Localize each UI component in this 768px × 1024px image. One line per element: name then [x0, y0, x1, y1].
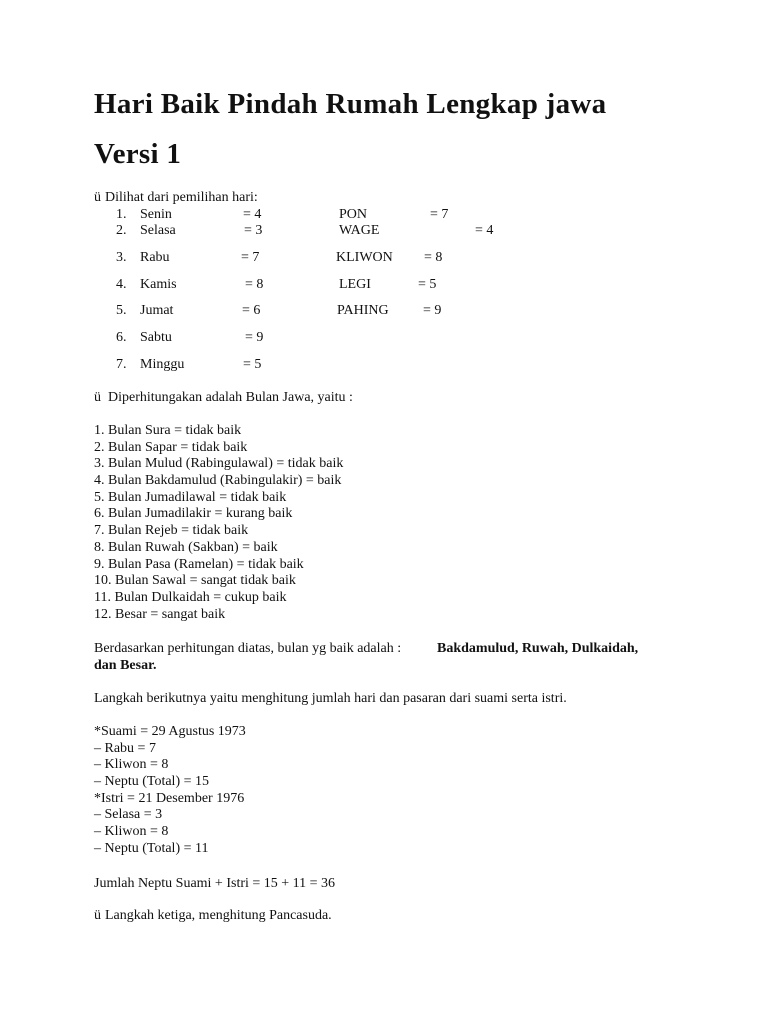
- day-name: Sabtu: [140, 330, 172, 345]
- step3-text: Langkah ketiga, menghitung Pancasuda.: [105, 908, 332, 923]
- list-item: *Suami = 29 Agustus 1973: [94, 724, 246, 739]
- list-item: – Neptu (Total) = 11: [94, 840, 209, 856]
- bullet-check-icon: ü: [94, 908, 101, 923]
- neptu-calculation: [94, 724, 246, 858]
- day-value: = 5: [243, 357, 262, 372]
- list-item: *Istri = 21 Desember 1976: [94, 790, 245, 806]
- list-item: 8. Bulan Ruwah (Sakban) = baik: [94, 539, 278, 555]
- list-item: 9. Bulan Pasa (Ramelan) = tidak baik: [94, 556, 304, 572]
- document-title: Hari Baik Pindah Rumah Lengkap jawa: [94, 88, 607, 120]
- day-name: Jumat: [140, 303, 174, 318]
- month-list: [94, 423, 343, 623]
- pasaran-name: WAGE: [339, 223, 380, 238]
- day-value: = 7: [241, 250, 260, 265]
- day-value: = 4: [243, 207, 262, 222]
- row-number: 4.: [116, 277, 127, 292]
- conclusion-highlight-cont: dan Besar.: [94, 658, 157, 673]
- list-item: 11. Bulan Dulkaidah = cukup baik: [94, 589, 287, 605]
- section-hari-intro: Dilihat dari pemilihan hari:: [105, 190, 258, 205]
- pasaran-value: = 9: [423, 303, 442, 318]
- day-value: = 8: [245, 277, 264, 292]
- list-item: 4. Bulan Bakdamulud (Rabingulakir) = baik: [94, 473, 342, 489]
- row-number: 1.: [116, 207, 127, 222]
- row-number: 3.: [116, 250, 127, 265]
- pasaran-value: = 7: [430, 207, 449, 222]
- list-item: 10. Bulan Sawal = sangat tidak baik: [94, 573, 296, 589]
- list-item: 5. Bulan Jumadilawal = tidak baik: [94, 489, 287, 505]
- pasaran-value: = 8: [424, 250, 443, 265]
- row-number: 6.: [116, 330, 127, 345]
- day-name: Rabu: [140, 250, 170, 265]
- list-item: 2. Bulan Sapar = tidak baik: [94, 439, 248, 455]
- list-item: 3. Bulan Mulud (Rabingulawal) = tidak baik: [94, 456, 344, 472]
- pasaran-name: PAHING: [337, 303, 389, 318]
- pasaran-value: = 5: [418, 277, 437, 292]
- neptu-total: Jumlah Neptu Suami + Istri = 15 + 11 = 36: [94, 876, 336, 891]
- bullet-check-icon: ü: [94, 190, 101, 205]
- pasaran-name: LEGI: [339, 277, 371, 292]
- row-number: 7.: [116, 357, 127, 372]
- conclusion-text: Berdasarkan perhitungan diatas, bulan yg baik adalah :: [94, 641, 402, 656]
- row-number: 2.: [116, 223, 127, 238]
- list-item: – Selasa = 3: [94, 807, 163, 823]
- row-number: 5.: [116, 303, 127, 318]
- pasaran-name: KLIWON: [336, 250, 393, 265]
- list-item: 7. Bulan Rejeb = tidak baik: [94, 523, 249, 539]
- list-item: – Neptu (Total) = 15: [94, 774, 210, 790]
- day-name: Kamis: [140, 277, 177, 292]
- conclusion-highlight: Bakdamulud, Ruwah, Dulkaidah,: [437, 641, 639, 656]
- day-value: = 6: [242, 303, 261, 318]
- pasaran-value: = 4: [475, 223, 494, 238]
- section-bulan-intro: Diperhitungakan adalah Bulan Jawa, yaitu :: [108, 390, 353, 405]
- pasaran-name: PON: [339, 207, 368, 222]
- list-item: 1. Bulan Sura = tidak baik: [94, 423, 242, 438]
- list-item: – Rabu = 7: [94, 740, 156, 756]
- day-value: = 9: [245, 330, 264, 345]
- step2-text: Langkah berikutnya yaitu menghitung jumlah hari dan pasaran dari suami serta istri.: [94, 691, 567, 706]
- list-item: 6. Bulan Jumadilakir = kurang baik: [94, 506, 293, 522]
- day-value: = 3: [244, 223, 263, 238]
- day-name: Senin: [140, 207, 172, 222]
- bullet-check-icon: ü: [94, 390, 101, 405]
- document-subtitle: Versi 1: [94, 138, 182, 170]
- list-item: 12. Besar = sangat baik: [94, 606, 226, 622]
- day-name: Selasa: [140, 223, 176, 238]
- day-name: Minggu: [140, 357, 185, 372]
- list-item: – Kliwon = 8: [94, 757, 169, 773]
- list-item: – Kliwon = 8: [94, 824, 169, 840]
